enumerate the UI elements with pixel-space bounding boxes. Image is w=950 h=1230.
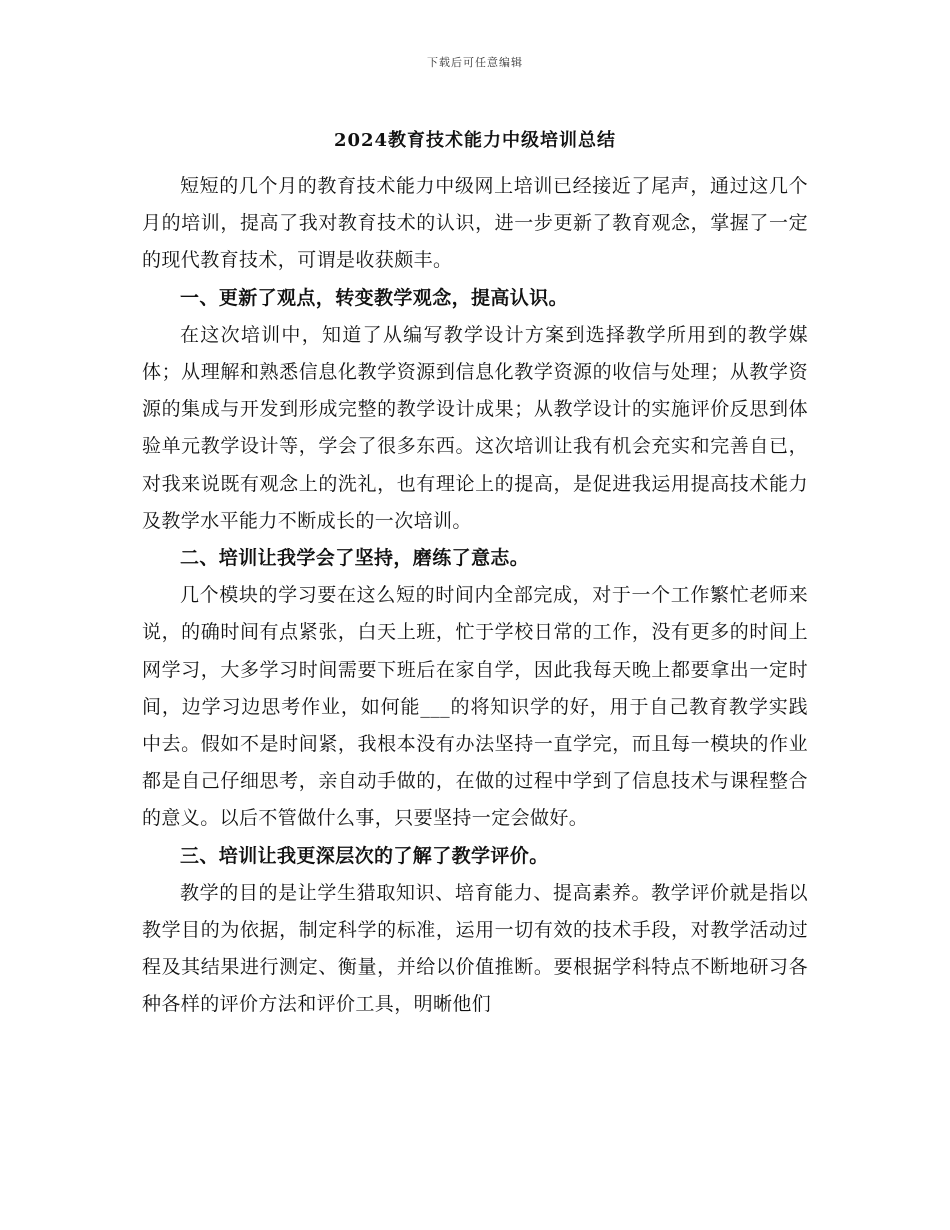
section-3-paragraph: 教学的目的是让学生猎取知识、培育能力、提高素养。教学评价就是指以教学目的为依据，制定科学的标准，运用一切有效的技术手段，对教学活动过程及其结果进行测定、衡量，并给以价值推断。要根据学科特点不断地研习各种各样的评价方法和评价工具，明晰他们 (142, 881, 808, 1016)
section-1-heading: 一、更新了观点，转变教学观念，提高认识。 (180, 286, 569, 309)
intro-paragraph: 短短的几个月的教育技术能力中级网上培训已经接近了尾声，通过这几个月的培训，提高了我对教育技术的认识，进一步更新了教育观念，掌握了一定的现代教育技术，可谓是收获颇丰。 (142, 175, 808, 272)
section-1-paragraph: 在这次培训中，知道了从编写教学设计方案到选择教学所用到的教学媒体；从理解和熟悉信息化教学资源到信息化教学资源的收信与处理；从教学资源的集成与开发到形成完整的教学设计成果；从教学设计的实施评价反思到体验单元教学设计等，学会了很多东西。这次培训让我有机会充实和完善自已，对我来说既有观念上的洗礼，也有理论上的提高，是促进我运用提高技术能力及教学水平能力不断成长的一次培训。 (142, 323, 808, 532)
section-2-paragraph: 几个模块的学习要在这么短的时间内全部完成，对于一个工作繁忙老师来说，的确时间有点紧张，白天上班，忙于学校日常的工作，没有更多的时间上网学习，大多学习时间需要下班后在家自学，因此我每天晚上都要拿出一定时间，边学习边思考作业，如何能___的将知识学的好，用于自己教育教学实践中去。假如不是时间紧，我根本没有办法坚持一直学完，而且每一模块的作业都是自己仔细思考，亲自动手做的，在做的过程中学到了信息技术与课程整合的意义。以后不管做什么事，只要坚持一定会做好。 (142, 584, 808, 830)
document-body (142, 168, 808, 1024)
page-header-note: 下载后可任意编辑 (427, 56, 523, 69)
document-title: 2024教育技术能力中级培训总结 (333, 130, 617, 151)
section-2-heading: 二、培训让我学会了坚持，磨练了意志。 (180, 547, 530, 570)
section-3-heading: 三、培训让我更深层次的了解了教学评价。 (180, 844, 549, 867)
